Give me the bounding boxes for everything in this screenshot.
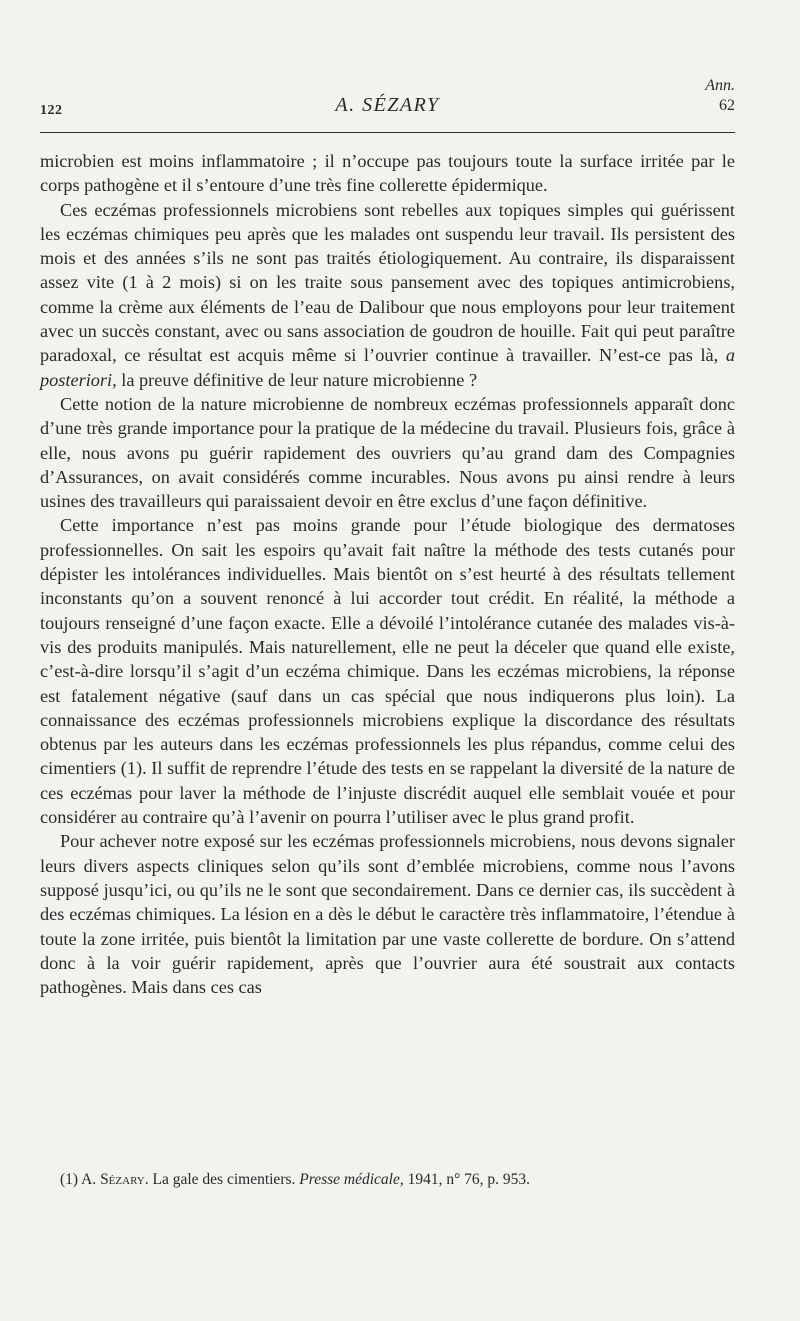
running-title: A. SÉZARY xyxy=(335,94,440,116)
footnote-title: La gale des cimentiers. xyxy=(152,1171,296,1188)
paragraph-2 xyxy=(40,198,735,392)
footnote-details: 1941, n° 76, p. 953. xyxy=(407,1171,531,1188)
paragraph-2-tail: la preuve définitive de leur nature microbienne ? xyxy=(116,369,478,390)
italic-phrase: a posteriori, xyxy=(40,345,735,390)
paragraph-4: Cette importance n’est pas moins grande pour l’étude biologique des dermatoses professionnelles. On sait les espoirs qu’avait fait naître la méthode des tests cutanés pour dépister les intolérances individuelles. Mais bientôt on s’est heurté à des résultats tellement inconstants qu’on a souvent renoncé à lui accorder tout crédit. En réalité, la méthode a toujours renseigné d’une façon exacte. Elle a dévoilé l’intolérance cutanée des malades vis-à-vis des produits manipulés. Mais naturellement, elle ne peut la déceler que quand elle existe, c’est-à-dire lorsqu’il s’agit d’un eczéma chimique. Dans les eczémas microbiens, la réponse est fatalement négative (sauf dans un cas spécial que nous indiquerons plus loin). La connaissance des eczémas professionnels microbiens explique la discordance des résultats obtenus par les auteurs dans les eczémas professionnels les plus répandus, comme celui des cimentiers (1). Il suffit de reprendre l’étude des tests en se rappelant la diversité de la nature de ces eczémas pour laver la méthode de l’injuste discrédit auquel elle semblait vouée et pour considérer au contraire qu’à l’avenir on pourra l’utiliser avec le plus grand profit. xyxy=(40,515,735,828)
footnote-journal: Presse médicale, xyxy=(299,1171,404,1188)
document-page xyxy=(40,70,735,999)
footnote-author: Sézary. xyxy=(100,1171,149,1188)
footnote-marker: (1) xyxy=(60,1171,79,1188)
paragraph-2-text: Ces eczémas professionnels microbiens sont rebelles aux topiques simples qui guérissent les eczémas chimiques peu après que les malades ont suspendu leur travail. Ils persistent des mois et des années s’ils ne sont pas traités étiologiquement. Au contraire, ils disparaissent assez vite (1 à 2 mois) si on les traite sous pansement avec des topiques antimicrobiens, comme la crème aux éléments de l’eau de Dalibour que nous employons pour leur traitement avec un succès constant, avec ou sans association de goudron de houille. Fait qui peut paraître paradoxal, ce résultat est acquis même si l’ouvrier continue à travailler. N’est-ce pas là, xyxy=(40,199,735,366)
footnote-author-initial: A. xyxy=(81,1171,97,1188)
footnote xyxy=(60,1170,740,1190)
page-number: 122 xyxy=(40,103,63,118)
journal-reference xyxy=(705,76,735,116)
page-header xyxy=(40,70,735,133)
journal-volume: 62 xyxy=(719,97,735,114)
paragraph-3: Cette notion de la nature microbienne de nombreux eczémas professionnels apparaît donc d’une très grande importance pour la pratique de la médecine du travail. Plusieurs fois, grâce à elle, nous avons pu guérir rapidement des ouvriers qu’au grand dam des Compagnies d’Assurances, on avait considérés comme incurables. Nous avons pu ainsi rendre à leurs usines des travailleurs qui paraissaient devoir en être exclus d’une façon définitive. xyxy=(40,393,735,512)
paragraph-5: Pour achever notre exposé sur les eczémas professionnels microbiens, nous devons signaler leurs divers aspects cliniques selon qu’ils sont d’emblée microbiens, comme nous l’avons supposé jusqu’ici, ou qu’ils ne le sont que secondairement. Dans ce dernier cas, ils succèdent à des eczémas chimiques. La lésion en a dès le début le caractère très inflammatoire, l’étendue à toute la zone irritée, puis bientôt la limitation par une vaste collerette de bordure. On s’attend donc à la voir guérir rapidement, après que l’ouvrier aura été soustrait aux contacts pathogènes. Mais dans ces cas xyxy=(40,831,735,998)
paragraph-1: microbien est moins inflammatoire ; il n’occupe pas toujours toute la surface irritée par le corps pathogène et il s’entoure d’une très fine collerette épidermique. xyxy=(40,151,735,196)
body-text xyxy=(40,149,735,999)
journal-abbreviation: Ann. xyxy=(705,77,735,94)
